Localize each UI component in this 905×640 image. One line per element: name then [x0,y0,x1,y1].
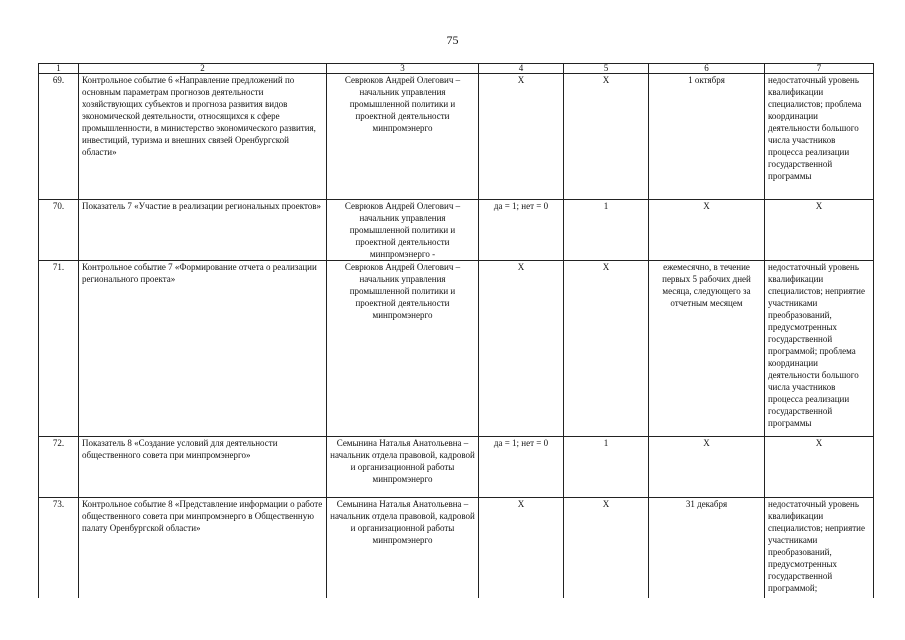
header-col-4: 4 [479,64,564,74]
row-col5: X [564,74,649,200]
row-col6: 31 декабря [649,498,765,599]
row-col6: ежемесячно, в течение первых 5 рабочих дней месяца, следующего за отчетным месяцем [649,261,765,437]
row-col4: да = 1; нет = 0 [479,437,564,498]
row-risks: недостаточный уровень квалификации специалистов; проблема координации деятельности большого числа участников процесса реализации государственной программы [765,74,874,200]
row-responsible: Севрюков Андрей Олегович – начальник управления промышленной политики и проектной деятельности минпромэнерго [327,261,479,437]
row-risks: недостаточный уровень квалификации специалистов; неприятие участниками преобразований, предусмотренных государственной программой; [765,498,874,599]
header-col-5: 5 [564,64,649,74]
page-number: 75 [446,33,459,47]
row-col4: да = 1; нет = 0 [479,200,564,261]
row-number: 73. [39,498,79,599]
row-responsible: Семынина Наталья Анатольевна – начальник отдела правовой, кадровой и организационной работы минпромэнерго [327,437,479,498]
row-col5: X [564,261,649,437]
header-col-3: 3 [327,64,479,74]
row-name: Контрольное событие 6 «Направление предложений по основным параметрам прогнозов деятельности хозяйствующих субъектов и прогноза развития видов экономической деятельности, относящихся к сфере промышленности, в министерство экономического развития, инвестиций, туризма и внешних связей Оренбургской области» [79,74,327,200]
row-col5: 1 [564,200,649,261]
row-col4: X [479,74,564,200]
row-name: Контрольное событие 7 «Формирование отчета о реализации регионального проекта» [79,261,327,437]
table-header-row [39,64,874,74]
row-col4: X [479,498,564,599]
row-responsible: Семынина Наталья Анатольевна – начальник отдела правовой, кадровой и организационной работы минпромэнерго [327,498,479,599]
row-risks: недостаточный уровень квалификации специалистов; неприятие участниками преобразований, предусмотренных государственной программой; проблема координации деятельности большого числа участников процесса реализации государственной программы [765,261,874,437]
row-name: Показатель 7 «Участие в реализации региональных проектов» [79,200,327,261]
row-number: 70. [39,200,79,261]
row-risks: X [765,437,874,498]
row-col5: X [564,498,649,599]
row-responsible: Севрюков Андрей Олегович – начальник управления промышленной политики и проектной деятельности минпромэнерго [327,74,479,200]
header-col-2: 2 [79,64,327,74]
header-col-1: 1 [39,64,79,74]
row-responsible: Севрюков Андрей Олегович – начальник управления промышленной политики и проектной деятельности минпромэнерго - [327,200,479,261]
table-row [39,200,874,261]
table-row [39,437,874,498]
table-row [39,498,874,599]
header-col-7: 7 [765,64,874,74]
row-name: Контрольное событие 8 «Представление информации о работе общественного совета при минпромэнерго в Общественную палату Оренбургской области» [79,498,327,599]
row-col5: 1 [564,437,649,498]
row-col6: 1 октября [649,74,765,200]
row-number: 71. [39,261,79,437]
row-number: 69. [39,74,79,200]
program-table [38,63,874,598]
table-row [39,261,874,437]
row-risks: X [765,200,874,261]
row-col6: X [649,200,765,261]
row-col4: X [479,261,564,437]
table-row [39,74,874,200]
row-name: Показатель 8 «Создание условий для деятельности общественного совета при минпромэнерго» [79,437,327,498]
row-number: 72. [39,437,79,498]
header-col-6: 6 [649,64,765,74]
row-col6: X [649,437,765,498]
